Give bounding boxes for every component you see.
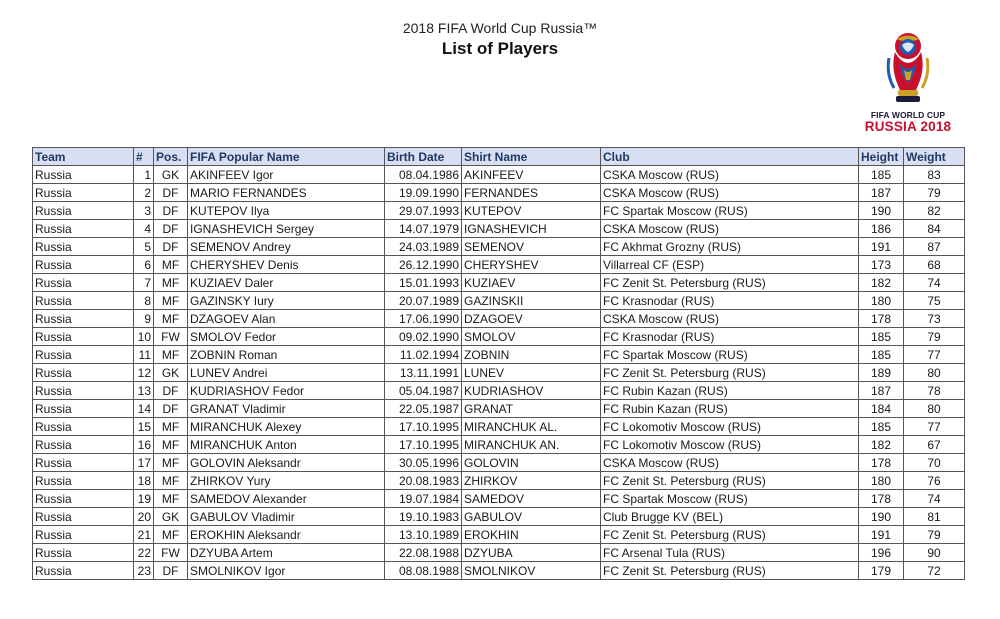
club-cell: FC Zenit St. Petersburg (RUS) [601, 526, 859, 544]
table-row [33, 472, 965, 490]
height-cell: 189 [859, 364, 904, 382]
weight-cell: 76 [904, 472, 965, 490]
shirt-name-cell: DZYUBA [462, 544, 601, 562]
birth-date-cell: 08.04.1986 [385, 166, 462, 184]
birth-date-cell: 22.05.1987 [385, 400, 462, 418]
column-header-popular-name: FIFA Popular Name [188, 148, 385, 166]
popular-name-cell: CHERYSHEV Denis [188, 256, 385, 274]
number-cell: 15 [134, 418, 154, 436]
popular-name-cell: KUZIAEV Daler [188, 274, 385, 292]
birth-date-cell: 29.07.1993 [385, 202, 462, 220]
number-cell: 20 [134, 508, 154, 526]
team-cell: Russia [33, 364, 134, 382]
shirt-name-cell: DZAGOEV [462, 310, 601, 328]
birth-date-cell: 26.12.1990 [385, 256, 462, 274]
weight-cell: 82 [904, 202, 965, 220]
column-header-weight: Weight [904, 148, 965, 166]
club-cell: FC Lokomotiv Moscow (RUS) [601, 436, 859, 454]
shirt-name-cell: GRANAT [462, 400, 601, 418]
position-cell: MF [154, 418, 188, 436]
position-cell: MF [154, 346, 188, 364]
team-cell: Russia [33, 472, 134, 490]
position-cell: MF [154, 292, 188, 310]
number-cell: 1 [134, 166, 154, 184]
position-cell: DF [154, 400, 188, 418]
club-cell: FC Zenit St. Petersburg (RUS) [601, 364, 859, 382]
shirt-name-cell: SAMEDOV [462, 490, 601, 508]
birth-date-cell: 17.10.1995 [385, 418, 462, 436]
popular-name-cell: KUTEPOV Ilya [188, 202, 385, 220]
number-cell: 13 [134, 382, 154, 400]
position-cell: MF [154, 454, 188, 472]
page-title: List of Players [441, 39, 559, 58]
popular-name-cell: DZYUBA Artem [188, 544, 385, 562]
shirt-name-cell: GABULOV [462, 508, 601, 526]
logo-subtitle: RUSSIA 2018 [864, 119, 952, 134]
birth-date-cell: 14.07.1979 [385, 220, 462, 238]
height-cell: 178 [859, 454, 904, 472]
team-cell: Russia [33, 526, 134, 544]
team-cell: Russia [33, 562, 134, 580]
height-cell: 185 [859, 346, 904, 364]
height-cell: 187 [859, 184, 904, 202]
column-header-height: Height [859, 148, 904, 166]
height-cell: 185 [859, 166, 904, 184]
table-row [33, 166, 965, 184]
popular-name-cell: GAZINSKY Iury [188, 292, 385, 310]
position-cell: DF [154, 184, 188, 202]
weight-cell: 87 [904, 238, 965, 256]
number-cell: 22 [134, 544, 154, 562]
position-cell: FW [154, 328, 188, 346]
position-cell: GK [154, 508, 188, 526]
birth-date-cell: 20.08.1983 [385, 472, 462, 490]
popular-name-cell: SAMEDOV Alexander [188, 490, 385, 508]
weight-cell: 79 [904, 526, 965, 544]
shirt-name-cell: MIRANCHUK AN. [462, 436, 601, 454]
popular-name-cell: KUDRIASHOV Fedor [188, 382, 385, 400]
trophy-emblem-icon [880, 30, 936, 108]
shirt-name-cell: KUDRIASHOV [462, 382, 601, 400]
birth-date-cell: 19.10.1983 [385, 508, 462, 526]
popular-name-cell: MIRANCHUK Alexey [188, 418, 385, 436]
table-row [33, 508, 965, 526]
team-cell: Russia [33, 238, 134, 256]
team-cell: Russia [33, 220, 134, 238]
weight-cell: 80 [904, 400, 965, 418]
birth-date-cell: 24.03.1989 [385, 238, 462, 256]
weight-cell: 74 [904, 490, 965, 508]
column-header-shirt-name: Shirt Name [462, 148, 601, 166]
team-cell: Russia [33, 184, 134, 202]
shirt-name-cell: MIRANCHUK AL. [462, 418, 601, 436]
players-table-body [33, 166, 965, 580]
shirt-name-cell: LUNEV [462, 364, 601, 382]
height-cell: 178 [859, 310, 904, 328]
height-cell: 187 [859, 382, 904, 400]
number-cell: 18 [134, 472, 154, 490]
position-cell: MF [154, 310, 188, 328]
weight-cell: 75 [904, 292, 965, 310]
table-row [33, 454, 965, 472]
height-cell: 186 [859, 220, 904, 238]
weight-cell: 84 [904, 220, 965, 238]
shirt-name-cell: AKINFEEV [462, 166, 601, 184]
team-cell: Russia [33, 436, 134, 454]
table-row [33, 382, 965, 400]
team-cell: Russia [33, 418, 134, 436]
number-cell: 21 [134, 526, 154, 544]
team-cell: Russia [33, 310, 134, 328]
team-cell: Russia [33, 508, 134, 526]
column-header-birth-date: Birth Date [385, 148, 462, 166]
position-cell: GK [154, 364, 188, 382]
birth-date-cell: 22.08.1988 [385, 544, 462, 562]
number-cell: 14 [134, 400, 154, 418]
position-cell: DF [154, 562, 188, 580]
team-cell: Russia [33, 166, 134, 184]
popular-name-cell: GOLOVIN Aleksandr [188, 454, 385, 472]
table-row [33, 220, 965, 238]
birth-date-cell: 17.10.1995 [385, 436, 462, 454]
number-cell: 4 [134, 220, 154, 238]
position-cell: DF [154, 220, 188, 238]
position-cell: FW [154, 544, 188, 562]
weight-cell: 90 [904, 544, 965, 562]
club-cell: FC Zenit St. Petersburg (RUS) [601, 472, 859, 490]
shirt-name-cell: SMOLNIKOV [462, 562, 601, 580]
weight-cell: 73 [904, 310, 965, 328]
table-row [33, 544, 965, 562]
popular-name-cell: AKINFEEV Igor [188, 166, 385, 184]
popular-name-cell: MARIO FERNANDES [188, 184, 385, 202]
weight-cell: 70 [904, 454, 965, 472]
number-cell: 12 [134, 364, 154, 382]
popular-name-cell: SEMENOV Andrey [188, 238, 385, 256]
weight-cell: 68 [904, 256, 965, 274]
height-cell: 179 [859, 562, 904, 580]
club-cell: FC Krasnodar (RUS) [601, 292, 859, 310]
club-cell: FC Akhmat Grozny (RUS) [601, 238, 859, 256]
club-cell: FC Zenit St. Petersburg (RUS) [601, 562, 859, 580]
number-cell: 5 [134, 238, 154, 256]
shirt-name-cell: GAZINSKII [462, 292, 601, 310]
team-cell: Russia [33, 454, 134, 472]
table-row [33, 436, 965, 454]
table-row [33, 346, 965, 364]
club-cell: CSKA Moscow (RUS) [601, 166, 859, 184]
table-row [33, 328, 965, 346]
birth-date-cell: 13.10.1989 [385, 526, 462, 544]
number-cell: 23 [134, 562, 154, 580]
height-cell: 185 [859, 328, 904, 346]
birth-date-cell: 19.07.1984 [385, 490, 462, 508]
position-cell: GK [154, 166, 188, 184]
column-header-club: Club [601, 148, 859, 166]
birth-date-cell: 08.08.1988 [385, 562, 462, 580]
table-row [33, 562, 965, 580]
table-row [33, 184, 965, 202]
club-cell: Club Brugge KV (BEL) [601, 508, 859, 526]
weight-cell: 83 [904, 166, 965, 184]
height-cell: 180 [859, 472, 904, 490]
club-cell: FC Lokomotiv Moscow (RUS) [601, 418, 859, 436]
birth-date-cell: 30.05.1996 [385, 454, 462, 472]
birth-date-cell: 05.04.1987 [385, 382, 462, 400]
shirt-name-cell: KUZIAEV [462, 274, 601, 292]
birth-date-cell: 13.11.1991 [385, 364, 462, 382]
players-table [32, 147, 965, 580]
popular-name-cell: SMOLOV Fedor [188, 328, 385, 346]
team-cell: Russia [33, 400, 134, 418]
height-cell: 182 [859, 436, 904, 454]
birth-date-cell: 09.02.1990 [385, 328, 462, 346]
number-cell: 3 [134, 202, 154, 220]
shirt-name-cell: ZHIRKOV [462, 472, 601, 490]
shirt-name-cell: EROKHIN [462, 526, 601, 544]
club-cell: FC Arsenal Tula (RUS) [601, 544, 859, 562]
popular-name-cell: GRANAT Vladimir [188, 400, 385, 418]
position-cell: MF [154, 274, 188, 292]
popular-name-cell: ZHIRKOV Yury [188, 472, 385, 490]
table-row [33, 274, 965, 292]
height-cell: 182 [859, 274, 904, 292]
table-row [33, 202, 965, 220]
weight-cell: 77 [904, 346, 965, 364]
team-cell: Russia [33, 346, 134, 364]
shirt-name-cell: SEMENOV [462, 238, 601, 256]
logo-wordmark: FIFA WORLD CUP [870, 110, 946, 120]
table-row [33, 238, 965, 256]
number-cell: 6 [134, 256, 154, 274]
club-cell: FC Zenit St. Petersburg (RUS) [601, 274, 859, 292]
number-cell: 7 [134, 274, 154, 292]
team-cell: Russia [33, 382, 134, 400]
weight-cell: 67 [904, 436, 965, 454]
position-cell: MF [154, 490, 188, 508]
team-cell: Russia [33, 202, 134, 220]
height-cell: 178 [859, 490, 904, 508]
birth-date-cell: 20.07.1989 [385, 292, 462, 310]
weight-cell: 78 [904, 382, 965, 400]
team-cell: Russia [33, 256, 134, 274]
height-cell: 184 [859, 400, 904, 418]
position-cell: MF [154, 472, 188, 490]
table-row [33, 256, 965, 274]
popular-name-cell: DZAGOEV Alan [188, 310, 385, 328]
club-cell: FC Spartak Moscow (RUS) [601, 490, 859, 508]
table-row [33, 364, 965, 382]
shirt-name-cell: GOLOVIN [462, 454, 601, 472]
number-cell: 2 [134, 184, 154, 202]
event-subtitle: 2018 FIFA World Cup Russia™ [402, 20, 598, 36]
weight-cell: 77 [904, 418, 965, 436]
column-header-position: Pos. [154, 148, 188, 166]
weight-cell: 81 [904, 508, 965, 526]
club-cell: FC Rubin Kazan (RUS) [601, 400, 859, 418]
table-row [33, 526, 965, 544]
shirt-name-cell: SMOLOV [462, 328, 601, 346]
height-cell: 180 [859, 292, 904, 310]
team-cell: Russia [33, 544, 134, 562]
popular-name-cell: LUNEV Andrei [188, 364, 385, 382]
shirt-name-cell: ZOBNIN [462, 346, 601, 364]
team-cell: Russia [33, 274, 134, 292]
shirt-name-cell: KUTEPOV [462, 202, 601, 220]
number-cell: 11 [134, 346, 154, 364]
popular-name-cell: IGNASHEVICH Sergey [188, 220, 385, 238]
position-cell: DF [154, 238, 188, 256]
number-cell: 19 [134, 490, 154, 508]
position-cell: MF [154, 526, 188, 544]
table-row [33, 418, 965, 436]
height-cell: 190 [859, 202, 904, 220]
team-cell: Russia [33, 490, 134, 508]
club-cell: FC Spartak Moscow (RUS) [601, 346, 859, 364]
table-row [33, 490, 965, 508]
club-cell: CSKA Moscow (RUS) [601, 184, 859, 202]
shirt-name-cell: FERNANDES [462, 184, 601, 202]
club-cell: CSKA Moscow (RUS) [601, 454, 859, 472]
position-cell: MF [154, 436, 188, 454]
team-cell: Russia [33, 328, 134, 346]
world-cup-logo [852, 30, 964, 142]
birth-date-cell: 15.01.1993 [385, 274, 462, 292]
popular-name-cell: SMOLNIKOV Igor [188, 562, 385, 580]
column-header-team: Team [33, 148, 134, 166]
weight-cell: 79 [904, 328, 965, 346]
birth-date-cell: 11.02.1994 [385, 346, 462, 364]
height-cell: 196 [859, 544, 904, 562]
shirt-name-cell: IGNASHEVICH [462, 220, 601, 238]
club-cell: CSKA Moscow (RUS) [601, 220, 859, 238]
popular-name-cell: GABULOV Vladimir [188, 508, 385, 526]
table-row [33, 400, 965, 418]
birth-date-cell: 17.06.1990 [385, 310, 462, 328]
club-cell: FC Rubin Kazan (RUS) [601, 382, 859, 400]
height-cell: 191 [859, 238, 904, 256]
weight-cell: 72 [904, 562, 965, 580]
club-cell: FC Spartak Moscow (RUS) [601, 202, 859, 220]
height-cell: 191 [859, 526, 904, 544]
club-cell: CSKA Moscow (RUS) [601, 310, 859, 328]
popular-name-cell: ZOBNIN Roman [188, 346, 385, 364]
number-cell: 8 [134, 292, 154, 310]
column-header-number: # [134, 148, 154, 166]
position-cell: DF [154, 382, 188, 400]
number-cell: 9 [134, 310, 154, 328]
position-cell: MF [154, 256, 188, 274]
height-cell: 190 [859, 508, 904, 526]
popular-name-cell: MIRANCHUK Anton [188, 436, 385, 454]
weight-cell: 79 [904, 184, 965, 202]
shirt-name-cell: CHERYSHEV [462, 256, 601, 274]
table-row [33, 292, 965, 310]
club-cell: Villarreal CF (ESP) [601, 256, 859, 274]
weight-cell: 80 [904, 364, 965, 382]
number-cell: 10 [134, 328, 154, 346]
height-cell: 185 [859, 418, 904, 436]
position-cell: DF [154, 202, 188, 220]
popular-name-cell: EROKHIN Aleksandr [188, 526, 385, 544]
height-cell: 173 [859, 256, 904, 274]
number-cell: 17 [134, 454, 154, 472]
table-row [33, 310, 965, 328]
birth-date-cell: 19.09.1990 [385, 184, 462, 202]
weight-cell: 74 [904, 274, 965, 292]
team-cell: Russia [33, 292, 134, 310]
number-cell: 16 [134, 436, 154, 454]
club-cell: FC Krasnodar (RUS) [601, 328, 859, 346]
table-header-row [33, 148, 965, 166]
